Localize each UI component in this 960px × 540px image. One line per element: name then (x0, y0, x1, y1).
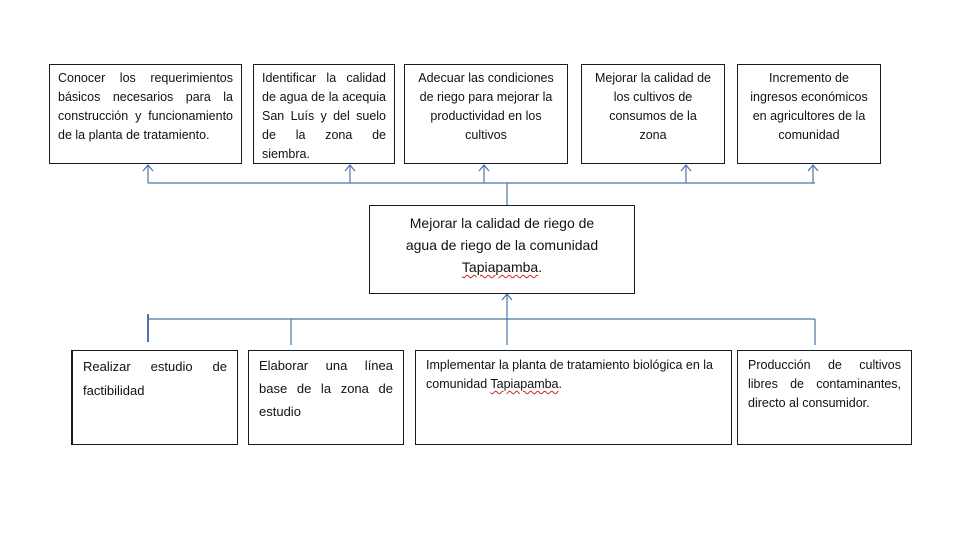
top-box-5-text: Incremento de ingresos económicos en agricultores de la comunidad (750, 71, 868, 142)
center-box-objetivo (369, 205, 635, 294)
top-box-requerimientos (49, 64, 242, 164)
top-box-4-text: Mejorar la calidad de los cultivos de consumos de la zona (594, 71, 712, 142)
bottom-box-3-place-name: Tapiapamba (490, 377, 559, 391)
top-box-3-text: Adecuar las condiciones de riego para mejorar la productividad en los cultivos (418, 71, 554, 142)
top-box-identificar (253, 64, 395, 164)
bottom-box-3-text-end: . (558, 377, 562, 391)
top-box-2-text: Identificar la calidad de agua de la acequia San Luís y del suelo de la zona de siembra. (262, 71, 386, 161)
center-line-2: agua de riego de la comunidad (405, 237, 599, 253)
bottom-box-4-text: Producción de cultivos libres de contaminantes, directo al consumidor. (748, 358, 901, 410)
top-box-mejorar-cultivos (581, 64, 725, 164)
center-line-3 (380, 256, 624, 278)
top-box-1-text: Conocer los requerimientos básicos necesarios para la construcción y funcionamiento de la planta de tratamiento. (58, 71, 233, 142)
center-line-1: Mejorar la calidad de riego de (409, 215, 595, 231)
bottom-box-factibilidad (71, 350, 238, 445)
bottom-box-produccion (737, 350, 912, 445)
top-box-incremento-ingresos (737, 64, 881, 164)
bottom-box-1-text: Realizar estudio de factibilidad (83, 359, 227, 398)
bottom-box-implementar (415, 350, 732, 445)
center-line-3-end: . (538, 259, 543, 275)
bottom-box-2-text: Elaborar una línea base de la zona de estudio (259, 358, 393, 419)
center-place-name: Tapiapamba (461, 259, 539, 275)
top-box-adecuar (404, 64, 568, 164)
bottom-box-linea-base (248, 350, 404, 445)
bottom-box-3-text-start: Implementar la planta de tratamiento biológica en la comunidad (426, 358, 713, 391)
